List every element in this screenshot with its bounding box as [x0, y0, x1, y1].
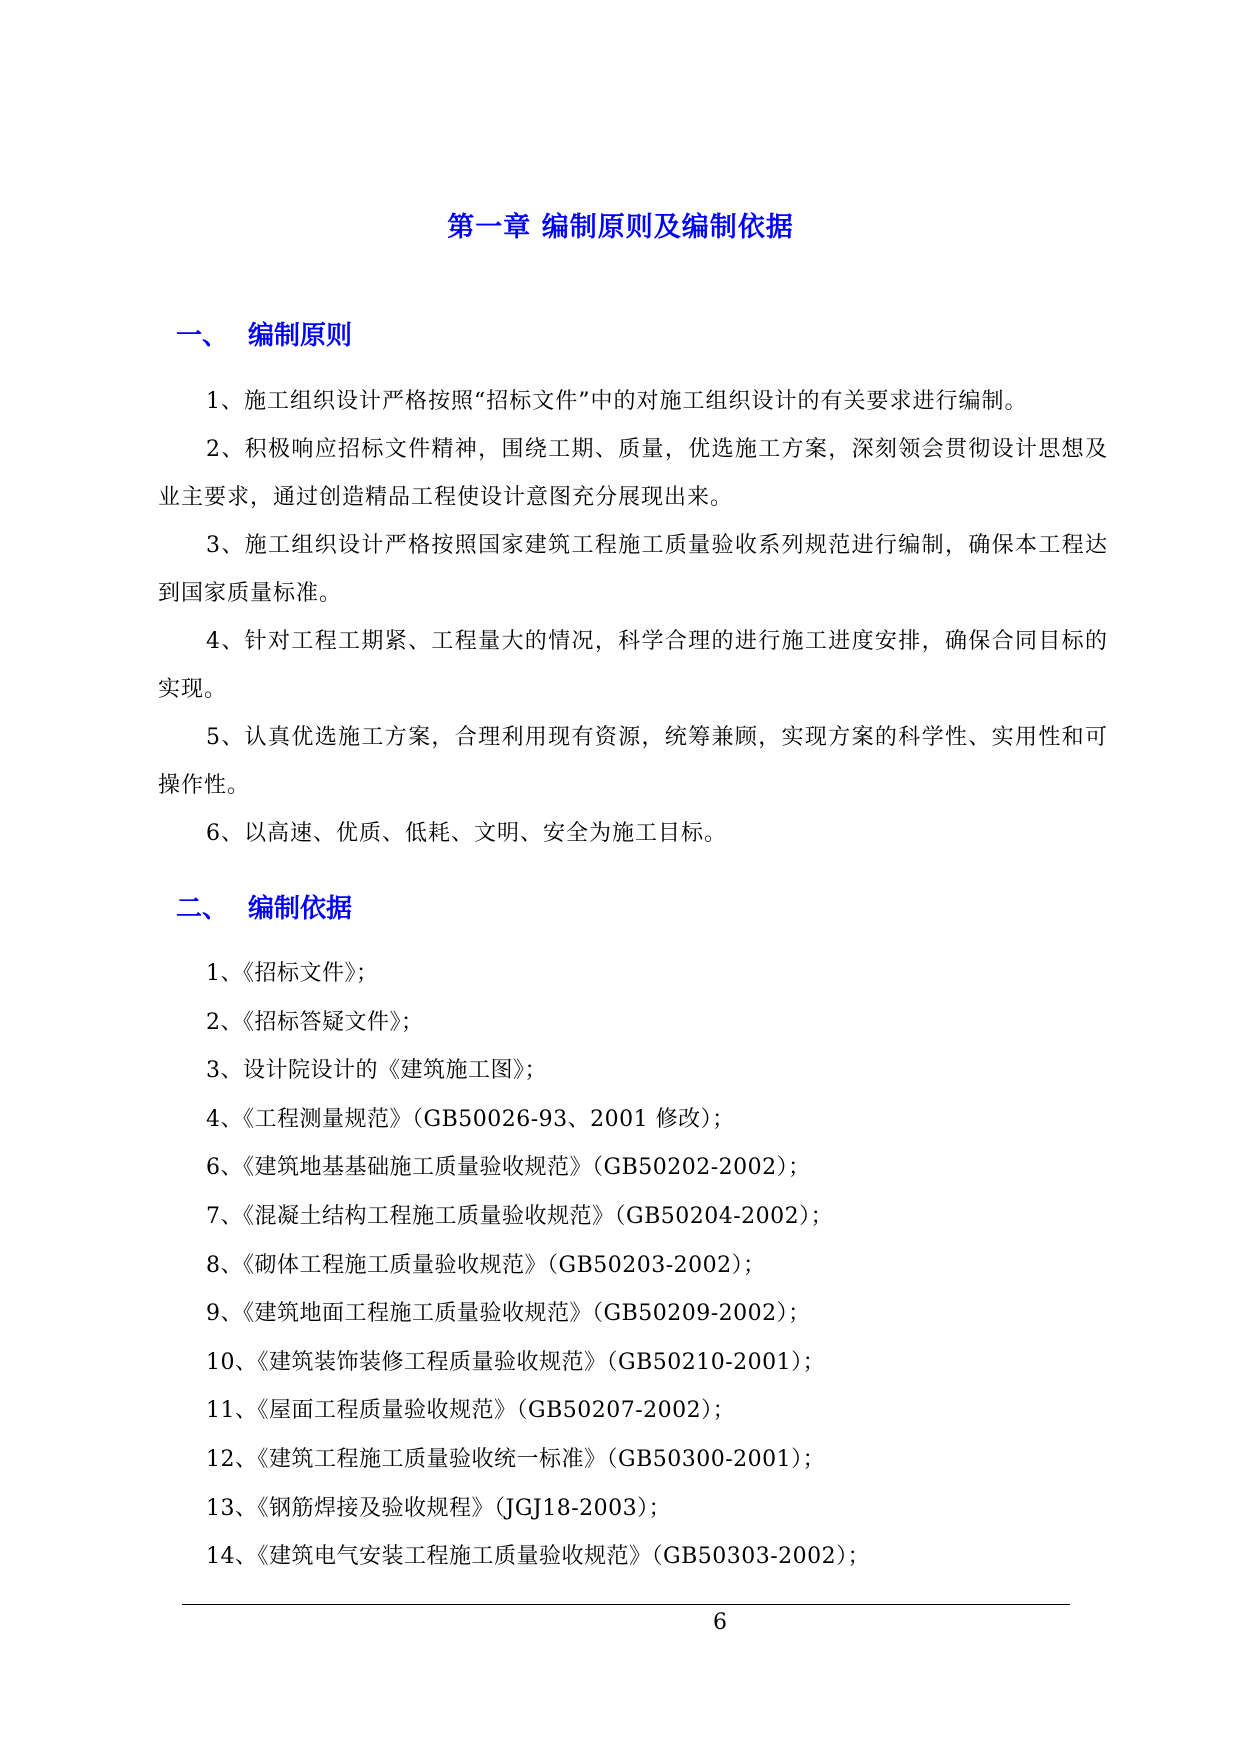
principle-paragraph: 6、以高速、优质、低耗、文明、安全为施工目标。 — [206, 821, 727, 846]
section-number: 一、 — [176, 321, 229, 351]
principle-paragraph: 1、施工组织设计严格按照“招标文件”中的对施工组织设计的有关要求进行编制。 — [206, 389, 1028, 414]
principle-paragraph: 3、施工组织设计严格按照国家建筑工程施工质量验收系列规范进行编制，确保本工程达到国家质量标准。 — [158, 533, 1108, 606]
basis-item: 2、《招标答疑文件》； — [206, 1009, 424, 1035]
basis-item: 13、《钢筋焊接及验收规程》（JGJ18-2003）； — [206, 1495, 672, 1521]
basis-item: 7、《混凝土结构工程施工质量验收规范》（GB50204-2002）； — [206, 1203, 834, 1229]
basis-item: 10、《建筑装饰装修工程质量验收规范》（GB50210-2001）； — [206, 1349, 826, 1375]
basis-item: 8、《砌体工程施工质量验收规范》（GB50203-2002）； — [206, 1252, 766, 1278]
basis-list — [206, 950, 1106, 1582]
page-number: 6 — [713, 1610, 727, 1635]
section-title: 编制原则 — [248, 321, 353, 351]
chapter-title: 第一章 编制原则及编制依据 — [447, 212, 794, 243]
basis-item: 9、《建筑地面工程施工质量验收规范》（GB50209-2002）； — [206, 1301, 811, 1327]
section-heading-principles — [176, 315, 352, 352]
basis-item: 14、《建筑电气安装工程施工质量验收规范》（GB50303-2002）； — [206, 1544, 871, 1570]
basis-item: 4、《工程测量规范》（GB50026-93、2001 修改）； — [206, 1106, 735, 1132]
principle-paragraph: 4、针对工程工期紧、工程量大的情况，科学合理的进行施工进度安排，确保合同目标的实现。 — [158, 629, 1108, 702]
section-number: 二、 — [176, 894, 229, 924]
section-title: 编制依据 — [248, 894, 353, 924]
basis-item: 3、设计院设计的《建筑施工图》； — [206, 1058, 547, 1084]
principle-paragraph: 5、认真优选施工方案，合理利用现有资源，统筹兼顾，实现方案的科学性、实用性和可操作性。 — [158, 725, 1108, 798]
footer-divider — [182, 1604, 1070, 1605]
basis-item: 11、《屋面工程质量验收规范》（GB50207-2002）； — [206, 1398, 736, 1424]
section-heading-basis — [176, 888, 352, 925]
basis-item: 1、《招标文件》； — [206, 961, 379, 986]
principles-list — [158, 378, 1108, 858]
basis-item: 12、《建筑工程施工质量验收统一标准》（GB50300-2001）； — [206, 1446, 826, 1472]
principle-paragraph: 2、积极响应招标文件精神，围绕工期、质量，优选施工方案，深刻领会贯彻设计思想及业主要求，通过创造精品工程使设计意图充分展现出来。 — [158, 437, 1108, 510]
basis-item: 6、《建筑地基基础施工质量验收规范》（GB50202-2002）； — [206, 1155, 811, 1181]
